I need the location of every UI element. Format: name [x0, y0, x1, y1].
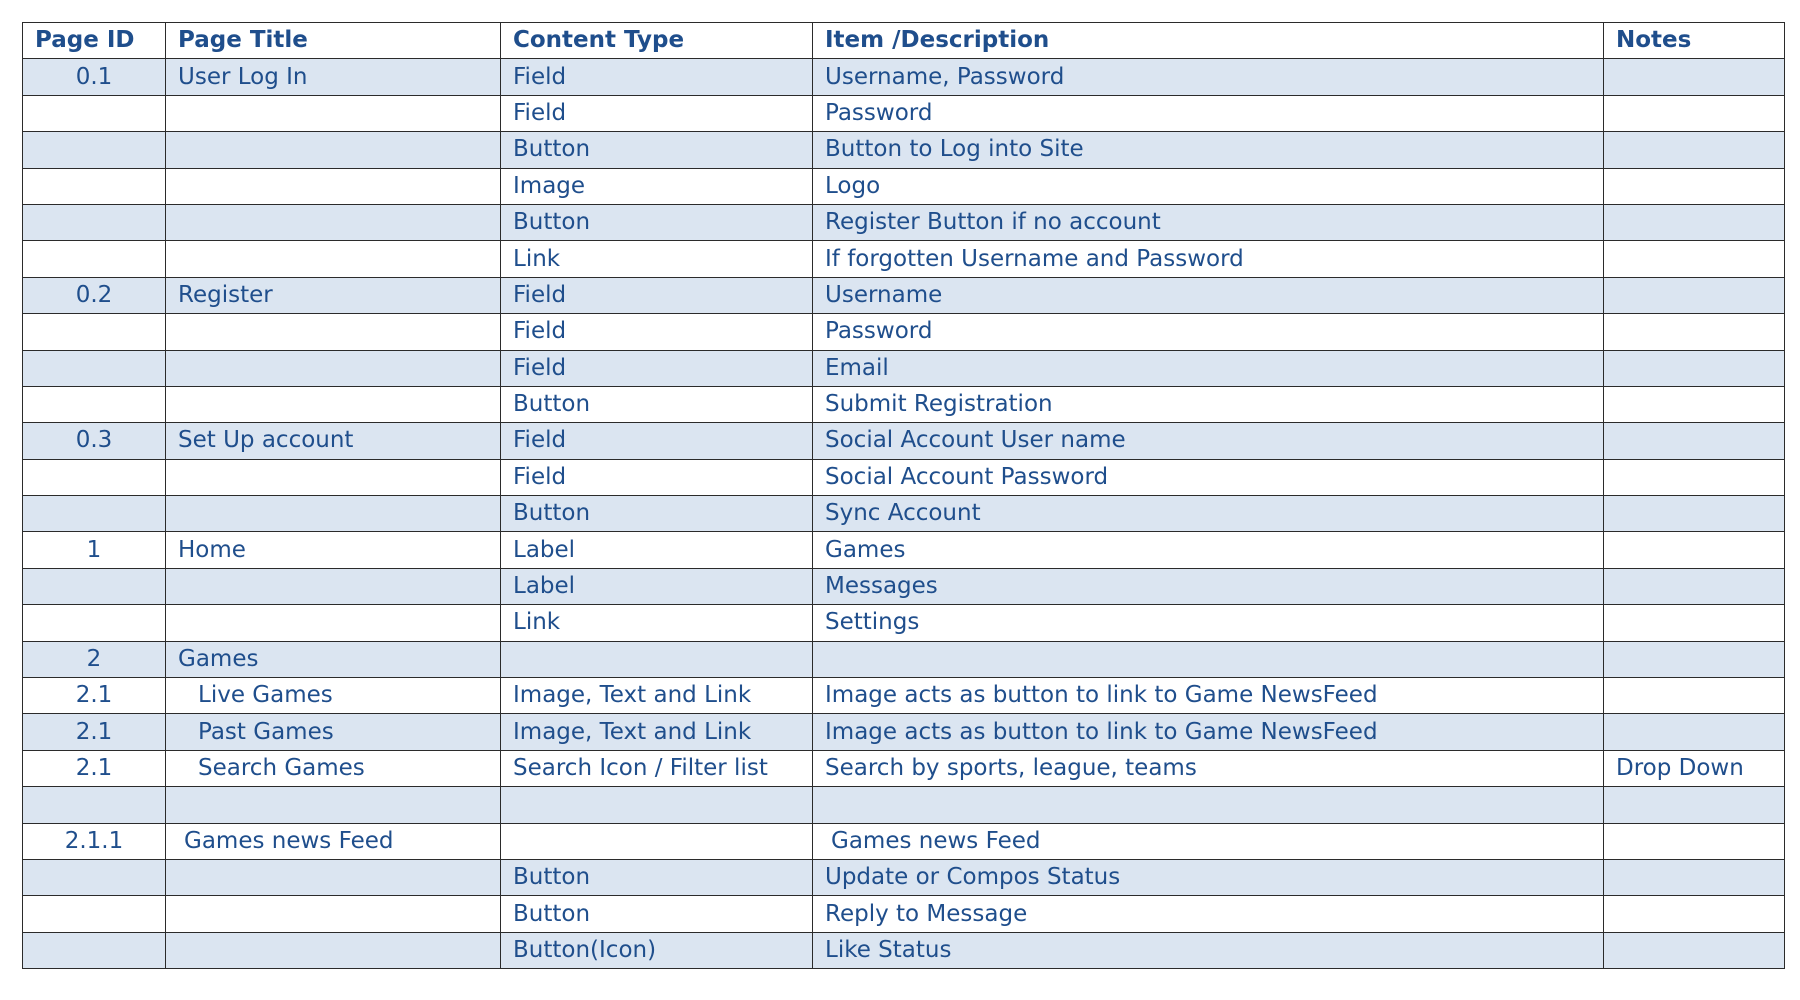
content-type-cell: Field	[501, 459, 813, 495]
notes-cell	[1604, 386, 1785, 422]
notes-cell	[1604, 787, 1785, 823]
header-notes: Notes	[1604, 23, 1785, 59]
page-id-cell: 1	[23, 532, 166, 568]
page-title-cell	[166, 787, 501, 823]
page-id-cell	[23, 95, 166, 131]
item-description-cell: Button to Log into Site	[813, 132, 1604, 168]
page-id-cell	[23, 896, 166, 932]
content-type-cell: Button	[501, 132, 813, 168]
page-id-cell	[23, 459, 166, 495]
item-description-cell: Password	[813, 95, 1604, 131]
notes-cell	[1604, 496, 1785, 532]
page-title-cell: Live Games	[166, 678, 501, 714]
content-type-cell: Button	[501, 859, 813, 895]
item-description-cell: Username	[813, 277, 1604, 313]
header-page-title: Page Title	[166, 23, 501, 59]
page-title-cell: User Log In	[166, 59, 501, 95]
notes-cell	[1604, 714, 1785, 750]
page-id-cell	[23, 386, 166, 422]
notes-cell	[1604, 896, 1785, 932]
page-title-cell	[166, 386, 501, 422]
item-description-cell: Social Account Password	[813, 459, 1604, 495]
page-id-cell	[23, 314, 166, 350]
page-id-cell	[23, 932, 166, 968]
page-id-cell: 2.1	[23, 750, 166, 786]
page-id-cell: 2.1	[23, 678, 166, 714]
item-description-cell: Settings	[813, 605, 1604, 641]
notes-cell	[1604, 532, 1785, 568]
notes-cell	[1604, 95, 1785, 131]
item-description-cell: Logo	[813, 168, 1604, 204]
page-id-cell	[23, 568, 166, 604]
notes-cell: Drop Down	[1604, 750, 1785, 786]
page-id-cell: 2.1.1	[23, 823, 166, 859]
notes-cell	[1604, 932, 1785, 968]
page-id-cell	[23, 132, 166, 168]
page-id-cell	[23, 168, 166, 204]
content-type-cell: Field	[501, 350, 813, 386]
page-id-cell: 2.1	[23, 714, 166, 750]
content-type-cell: Button	[501, 386, 813, 422]
page-id-cell: 2	[23, 641, 166, 677]
table-row	[23, 423, 1785, 459]
page-id-cell	[23, 350, 166, 386]
page-title-cell: Register	[166, 277, 501, 313]
notes-cell	[1604, 641, 1785, 677]
page-title-cell	[166, 496, 501, 532]
content-type-cell: Link	[501, 605, 813, 641]
notes-cell	[1604, 459, 1785, 495]
table-row	[23, 132, 1785, 168]
page-title-cell: Past Games	[166, 714, 501, 750]
page-id-cell: 0.1	[23, 59, 166, 95]
content-type-cell: Label	[501, 568, 813, 604]
page-title-cell	[166, 204, 501, 240]
page-title-cell: Search Games	[166, 750, 501, 786]
page-title-cell	[166, 896, 501, 932]
item-description-cell: Sync Account	[813, 496, 1604, 532]
table-row	[23, 168, 1785, 204]
table-row	[23, 204, 1785, 240]
page-title-cell	[166, 932, 501, 968]
table-row	[23, 605, 1785, 641]
table-row	[23, 386, 1785, 422]
notes-cell	[1604, 350, 1785, 386]
table-row	[23, 95, 1785, 131]
item-description-cell: Social Account User name	[813, 423, 1604, 459]
header-page-id: Page ID	[23, 23, 166, 59]
content-type-cell	[501, 823, 813, 859]
table-body	[23, 59, 1785, 969]
table-row	[23, 241, 1785, 277]
item-description-cell: Update or Compos Status	[813, 859, 1604, 895]
table-row	[23, 823, 1785, 859]
table-row	[23, 277, 1785, 313]
item-description-cell	[813, 641, 1604, 677]
notes-cell	[1604, 605, 1785, 641]
page-id-cell	[23, 204, 166, 240]
notes-cell	[1604, 204, 1785, 240]
page-title-cell: Home	[166, 532, 501, 568]
item-description-cell: Search by sports, league, teams	[813, 750, 1604, 786]
page-title-cell: Games	[166, 641, 501, 677]
page-title-cell	[166, 605, 501, 641]
notes-cell	[1604, 678, 1785, 714]
page-title-cell	[166, 350, 501, 386]
page-title-cell	[166, 859, 501, 895]
notes-cell	[1604, 132, 1785, 168]
content-type-cell: Field	[501, 314, 813, 350]
item-description-cell: Email	[813, 350, 1604, 386]
content-type-cell: Field	[501, 95, 813, 131]
page-title-cell	[166, 168, 501, 204]
page-title-cell	[166, 132, 501, 168]
notes-cell	[1604, 859, 1785, 895]
item-description-cell: Games news Feed	[813, 823, 1604, 859]
sitemap-table	[22, 22, 1785, 969]
content-type-cell: Button	[501, 496, 813, 532]
page-title-cell: Games news Feed	[166, 823, 501, 859]
page-title-cell	[166, 95, 501, 131]
item-description-cell: Reply to Message	[813, 896, 1604, 932]
content-type-cell: Label	[501, 532, 813, 568]
page-id-cell	[23, 496, 166, 532]
table-row	[23, 496, 1785, 532]
item-description-cell: Games	[813, 532, 1604, 568]
header-content-type: Content Type	[501, 23, 813, 59]
table-row	[23, 59, 1785, 95]
item-description-cell: Image acts as button to link to Game NewsFeed	[813, 678, 1604, 714]
page-id-cell	[23, 605, 166, 641]
content-type-cell: Image	[501, 168, 813, 204]
table-row	[23, 859, 1785, 895]
notes-cell	[1604, 423, 1785, 459]
page-id-cell	[23, 859, 166, 895]
page-id-cell: 0.3	[23, 423, 166, 459]
notes-cell	[1604, 568, 1785, 604]
item-description-cell: Messages	[813, 568, 1604, 604]
table-row	[23, 459, 1785, 495]
header-item-description: Item /Description	[813, 23, 1604, 59]
notes-cell	[1604, 277, 1785, 313]
page-title-cell	[166, 314, 501, 350]
header-row	[23, 23, 1785, 59]
table-row	[23, 787, 1785, 823]
table-row	[23, 641, 1785, 677]
content-type-cell: Image, Text and Link	[501, 678, 813, 714]
item-description-cell: Image acts as button to link to Game NewsFeed	[813, 714, 1604, 750]
table-row	[23, 750, 1785, 786]
content-type-cell: Field	[501, 59, 813, 95]
notes-cell	[1604, 823, 1785, 859]
content-type-cell: Button	[501, 896, 813, 932]
notes-cell	[1604, 314, 1785, 350]
content-type-cell	[501, 641, 813, 677]
content-type-cell: Button(Icon)	[501, 932, 813, 968]
item-description-cell: Username, Password	[813, 59, 1604, 95]
content-type-cell: Field	[501, 277, 813, 313]
item-description-cell: Submit Registration	[813, 386, 1604, 422]
content-type-cell: Field	[501, 423, 813, 459]
item-description-cell: Like Status	[813, 932, 1604, 968]
table-row	[23, 314, 1785, 350]
page-title-cell	[166, 568, 501, 604]
notes-cell	[1604, 168, 1785, 204]
table-row	[23, 896, 1785, 932]
item-description-cell: If forgotten Username and Password	[813, 241, 1604, 277]
table-row	[23, 932, 1785, 968]
page-title-cell	[166, 241, 501, 277]
table-row	[23, 568, 1785, 604]
content-type-cell: Link	[501, 241, 813, 277]
table-row	[23, 350, 1785, 386]
table-row	[23, 714, 1785, 750]
content-type-cell: Search Icon / Filter list	[501, 750, 813, 786]
notes-cell	[1604, 59, 1785, 95]
item-description-cell: Register Button if no account	[813, 204, 1604, 240]
item-description-cell: Password	[813, 314, 1604, 350]
item-description-cell	[813, 787, 1604, 823]
table-row	[23, 678, 1785, 714]
page-id-cell	[23, 241, 166, 277]
page-id-cell	[23, 787, 166, 823]
content-type-cell	[501, 787, 813, 823]
content-type-cell: Button	[501, 204, 813, 240]
content-type-cell: Image, Text and Link	[501, 714, 813, 750]
page-title-cell: Set Up account	[166, 423, 501, 459]
table-row	[23, 532, 1785, 568]
page-title-cell	[166, 459, 501, 495]
notes-cell	[1604, 241, 1785, 277]
page-id-cell: 0.2	[23, 277, 166, 313]
